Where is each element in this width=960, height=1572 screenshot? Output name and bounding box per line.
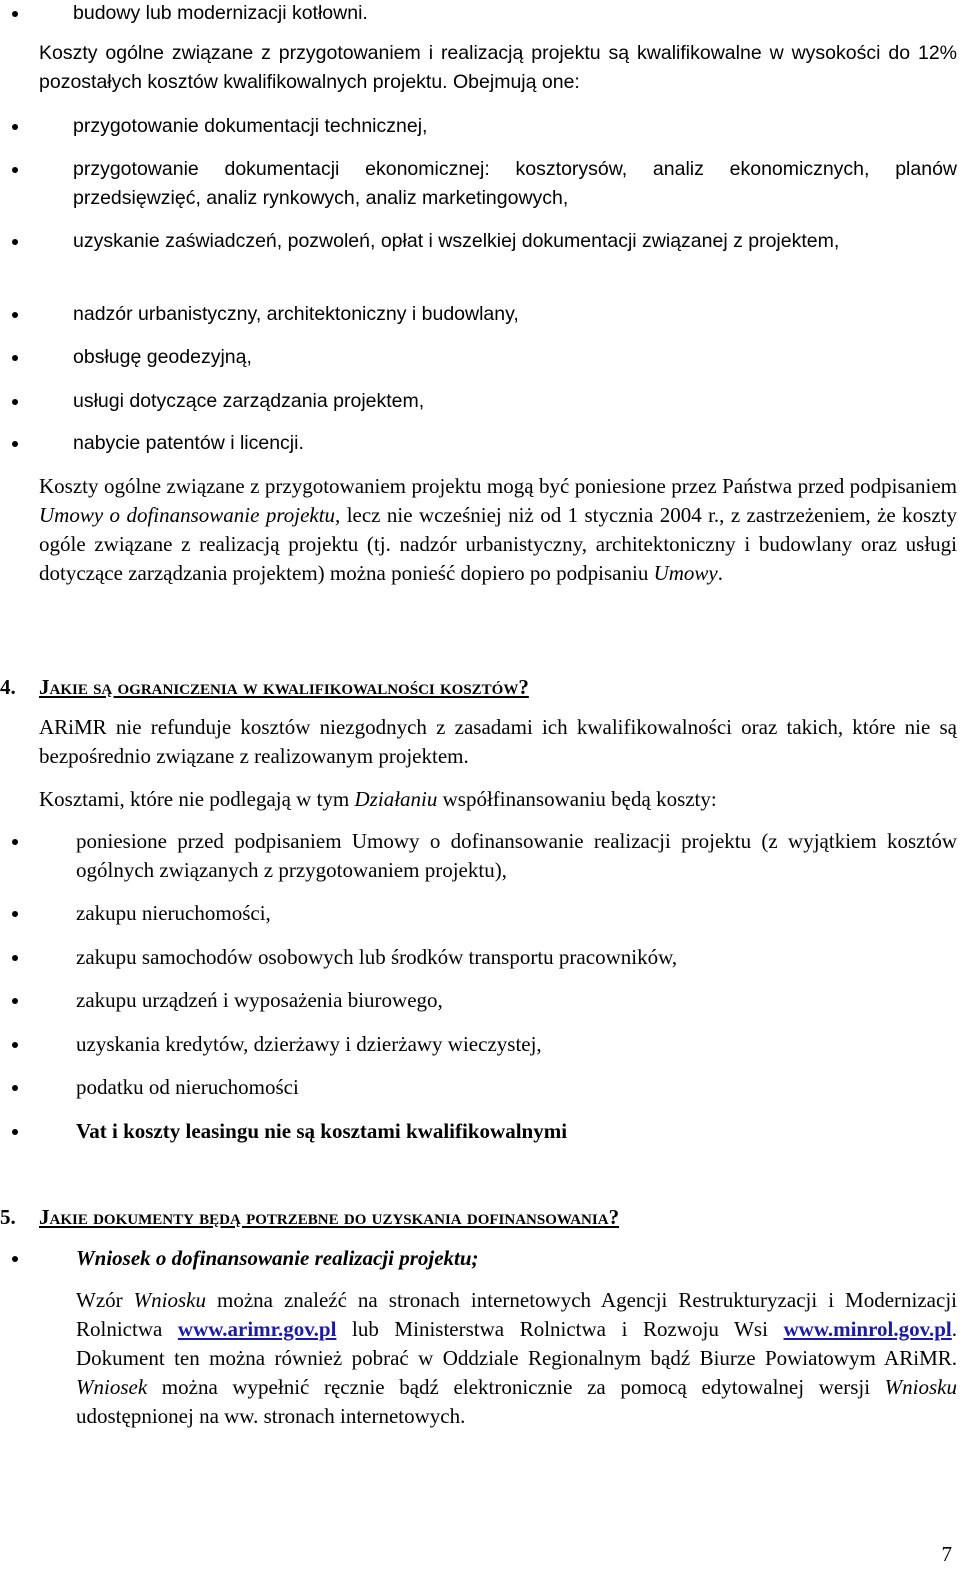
- bullet-icon: [12, 1042, 18, 1048]
- list-item-text: budowy lub modernizacji kotłowni.: [73, 2, 368, 24]
- list-item-text: nadzór urbanistyczny, architektoniczny i budowlany,: [73, 303, 519, 325]
- list-item-text: przygotowanie dokumentacji ekonomicznej: kosztorysów, analiz ekonomicznych, planów przedsięwzięć, analiz rynkowych, analiz marketingowych,: [73, 158, 957, 209]
- section-4-paragraph: ARiMR nie refunduje kosztów niezgodnych z zasadami ich kwalifikowalności oraz takich, które nie są bezpośrednio związane z realizowanym projektem.: [39, 715, 957, 768]
- umowy-reference: Umowy: [653, 561, 718, 585]
- bullet-icon: [12, 839, 18, 845]
- bullet-icon: [12, 239, 18, 245]
- general-costs-note: Koszty ogólne związane z przygotowaniem projektu mogą być poniesione przez Państwa przed podpisaniem Umowy o dofinansowanie projektu, lecz nie wcześniej niż od 1 stycznia 2004 r., z zastrzeżeniem, że koszty ogóle związane z realizacją projektu (tj. nadzór urbanistyczny, architektoniczny i budowlany oraz usługi dotyczące zarządzania projektem) można ponieść dopiero po podpisaniu Umowy.: [39, 474, 957, 585]
- bullet-icon: [12, 312, 18, 318]
- list-item-text: podatku od nieruchomości: [76, 1075, 299, 1099]
- list-item-text: usługi dotyczące zarządzania projektem,: [73, 390, 425, 412]
- section-4-lead: Kosztami, które nie podlegają w tym Działaniu współfinansowaniu będą koszty:: [39, 787, 717, 811]
- bullet-icon: [12, 167, 18, 173]
- section-5-title: Jakie dokumenty będą potrzebne do uzyskania dofinansowania?: [39, 1205, 620, 1229]
- list-item-text: uzyskanie zaświadczeń, pozwoleń, opłat i wszelkiej dokumentacji związanej z projektem,: [73, 230, 840, 252]
- bullet-icon: [12, 124, 18, 130]
- bullet-icon: [12, 1085, 18, 1091]
- list-item-text: poniesione przed podpisaniem Umowy o dofinansowanie realizacji projektu (z wyjątkiem kosztów ogólnych związanych z przygotowaniem projektu),: [76, 829, 957, 882]
- umowa-reference: Umowy o dofinansowanie projektu,: [39, 503, 341, 527]
- list-item-text: uzyskania kredytów, dzierżawy i dzierżawy wieczystej,: [76, 1032, 542, 1056]
- bullet-icon: [12, 955, 18, 961]
- section-4-heading: 4. Jakie są ograniczenia w kwalifikowalności kosztów?: [0, 675, 529, 699]
- bullet-icon: [12, 441, 18, 447]
- section-5-heading: 5. Jakie dokumenty będą potrzebne do uzyskania dofinansowania?: [0, 1205, 620, 1229]
- list-item-text-bold: Vat i koszty leasingu nie są kosztami kwalifikowalnymi: [76, 1119, 568, 1143]
- bullet-icon: [12, 1129, 18, 1135]
- section-4-title: Jakie są ograniczenia w kwalifikowalności kosztów?: [39, 675, 529, 699]
- arimr-link[interactable]: www.arimr.gov.pl: [177, 1317, 337, 1341]
- list-item-text: zakupu nieruchomości,: [76, 901, 271, 925]
- bullet-icon: [12, 399, 18, 405]
- general-costs-intro: Koszty ogólne związane z przygotowaniem i realizacją projektu są kwalifikowalne w wysokości do 12% pozostałych kosztów kwalifikowalnych projektu. Obejmują one:: [39, 42, 957, 93]
- minrol-link[interactable]: www.minrol.gov.pl: [783, 1317, 952, 1341]
- page-number: 7: [941, 1542, 952, 1566]
- bullet-icon: [12, 1256, 18, 1262]
- wniosek-item-title: Wniosek o dofinansowanie realizacji projektu;: [76, 1246, 479, 1270]
- bullet-icon: [12, 911, 18, 917]
- bullet-icon: [12, 355, 18, 361]
- wniosek-description: Wzór Wniosku można znaleźć na stronach internetowych Agencji Restrukturyzacji i Modernizacji Rolnictwa www.arimr.gov.pl lub Ministerstwa Rolnictwa i Rozwoju Wsi www.minrol.gov.pl. Dokument ten można również pobrać w Oddziale Regionalnym bądź Biurze Powiatowym ARiMR. Wniosek można wypełnić ręcznie bądź elektronicznie za pomocą edytowalnej wersji Wniosku udostępnionej na ww. stronach internetowych.: [76, 1288, 957, 1428]
- list-item-text: nabycie patentów i licencji.: [73, 432, 304, 454]
- list-item-text: przygotowanie dokumentacji technicznej,: [73, 115, 428, 137]
- bullet-icon: [12, 998, 18, 1004]
- list-item-text: obsługę geodezyjną,: [73, 346, 252, 368]
- bullet-icon: [12, 11, 18, 17]
- list-item-text: zakupu urządzeń i wyposażenia biurowego,: [76, 988, 443, 1012]
- list-item-text: zakupu samochodów osobowych lub środków transportu pracowników,: [76, 945, 678, 969]
